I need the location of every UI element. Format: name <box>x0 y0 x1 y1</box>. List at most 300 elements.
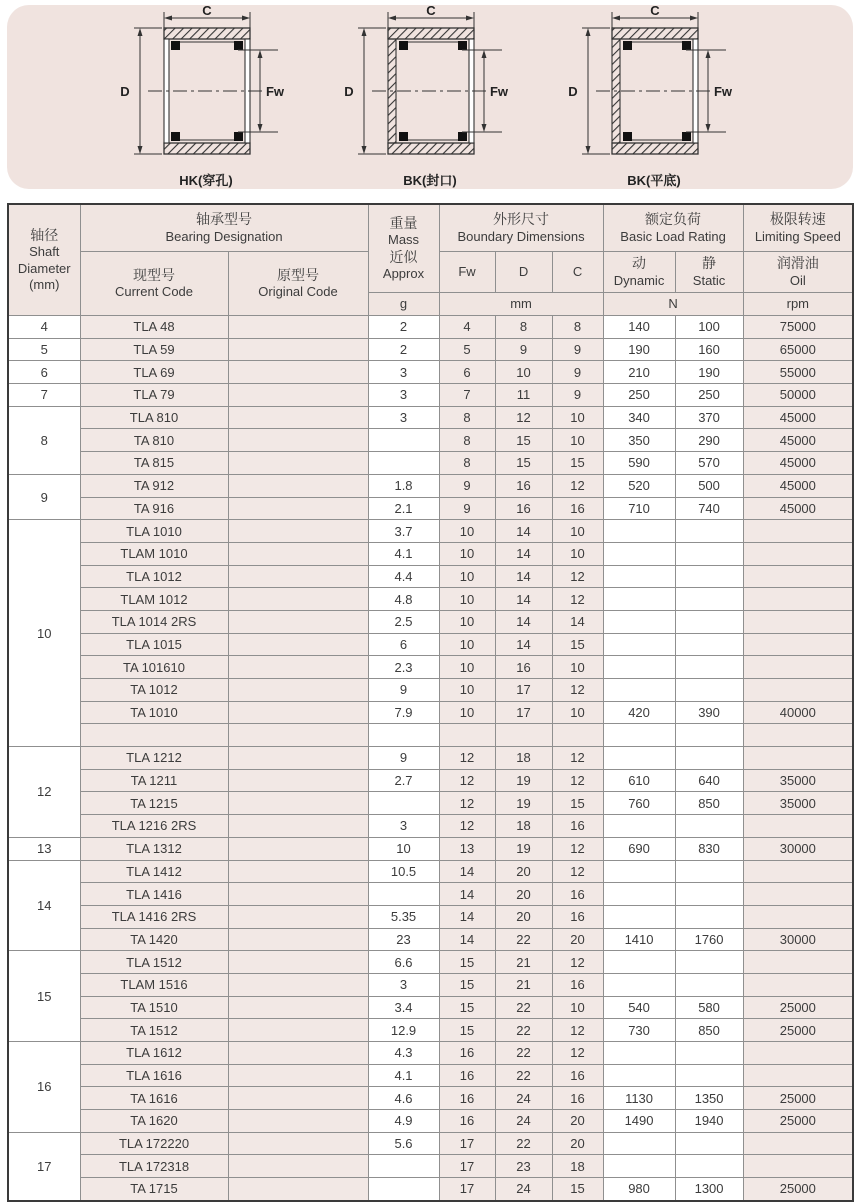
fw-cell: 13 <box>439 837 495 860</box>
c-cell: 20 <box>552 1110 603 1133</box>
dynamic-load-cell: 340 <box>603 406 675 429</box>
table-row <box>8 724 853 747</box>
mass-cell: 2.5 <box>368 610 439 633</box>
table-row <box>8 316 853 339</box>
original-code-cell <box>228 1042 368 1065</box>
current-code-cell: TA 1211 <box>80 769 228 792</box>
mass-cell <box>368 429 439 452</box>
shaft-diameter-cell: 7 <box>8 384 80 407</box>
dynamic-load-cell <box>603 656 675 679</box>
unit-speed-rpm: rpm <box>743 293 853 316</box>
current-code-cell: TLA 79 <box>80 384 228 407</box>
static-load-cell: 740 <box>675 497 743 520</box>
d-cell: 8 <box>495 316 552 339</box>
table-header <box>8 204 853 316</box>
table-row <box>8 565 853 588</box>
bearing-cross-section-bk-sealed-icon <box>344 2 516 172</box>
d-cell: 21 <box>495 951 552 974</box>
dynamic-load-cell <box>603 815 675 838</box>
mass-cell <box>368 1178 439 1201</box>
fw-cell: 10 <box>439 633 495 656</box>
table-row <box>8 1178 853 1201</box>
original-code-cell <box>228 474 368 497</box>
table-row <box>8 1019 853 1042</box>
mass-cell: 5.35 <box>368 905 439 928</box>
oil-speed-cell: 35000 <box>743 792 853 815</box>
d-cell: 15 <box>495 452 552 475</box>
c-cell: 9 <box>552 384 603 407</box>
static-load-cell <box>675 610 743 633</box>
mass-cell: 2 <box>368 316 439 339</box>
original-code-cell <box>228 1019 368 1042</box>
current-code-cell: TA 1512 <box>80 1019 228 1042</box>
current-code-cell: TA 815 <box>80 452 228 475</box>
shaft-diameter-cell: 14 <box>8 860 80 951</box>
current-code-cell: TA 1715 <box>80 1178 228 1201</box>
d-cell: 22 <box>495 928 552 951</box>
current-code-cell: TLA 69 <box>80 361 228 384</box>
header-shaft-diameter: 轴径 Shaft Diameter (mm) <box>8 204 80 316</box>
original-code-cell <box>228 520 368 543</box>
dynamic-load-cell: 590 <box>603 452 675 475</box>
table-row <box>8 384 853 407</box>
oil-speed-cell <box>743 747 853 770</box>
header-static: 静 Static <box>675 252 743 293</box>
original-code-cell <box>228 973 368 996</box>
d-cell: 22 <box>495 1132 552 1155</box>
bearing-spec-table <box>7 203 854 1202</box>
static-load-cell <box>675 860 743 883</box>
c-cell: 12 <box>552 565 603 588</box>
table-row <box>8 701 853 724</box>
mass-cell: 10 <box>368 837 439 860</box>
original-code-cell <box>228 588 368 611</box>
static-load-cell: 1300 <box>675 1178 743 1201</box>
d-cell: 16 <box>495 656 552 679</box>
shaft-diameter-cell: 12 <box>8 747 80 838</box>
mass-cell: 6.6 <box>368 951 439 974</box>
mass-cell: 9 <box>368 747 439 770</box>
dynamic-load-cell: 710 <box>603 497 675 520</box>
original-code-cell <box>228 452 368 475</box>
fw-cell: 10 <box>439 610 495 633</box>
bearing-diagram-hk <box>120 2 292 189</box>
current-code-cell <box>80 724 228 747</box>
dynamic-load-cell: 760 <box>603 792 675 815</box>
mass-cell: 1.8 <box>368 474 439 497</box>
oil-speed-cell: 30000 <box>743 928 853 951</box>
c-cell: 12 <box>552 474 603 497</box>
mass-cell: 23 <box>368 928 439 951</box>
static-load-cell: 830 <box>675 837 743 860</box>
mass-cell: 3 <box>368 361 439 384</box>
current-code-cell: TLA 1012 <box>80 565 228 588</box>
original-code-cell <box>228 679 368 702</box>
fw-cell: 8 <box>439 406 495 429</box>
table-row <box>8 452 853 475</box>
fw-cell: 15 <box>439 951 495 974</box>
table-row <box>8 815 853 838</box>
shaft-diameter-cell: 10 <box>8 520 80 747</box>
mass-cell: 9 <box>368 679 439 702</box>
oil-speed-cell: 30000 <box>743 837 853 860</box>
header-basic-load-rating: 额定负荷 Basic Load Rating <box>603 204 743 252</box>
oil-speed-cell: 50000 <box>743 384 853 407</box>
dynamic-load-cell: 610 <box>603 769 675 792</box>
d-cell: 10 <box>495 361 552 384</box>
mass-cell <box>368 724 439 747</box>
oil-speed-cell: 25000 <box>743 1087 853 1110</box>
original-code-cell <box>228 928 368 951</box>
original-code-cell <box>228 316 368 339</box>
fw-cell: 14 <box>439 883 495 906</box>
oil-speed-cell: 45000 <box>743 474 853 497</box>
table-row <box>8 883 853 906</box>
header-oil: 润滑油 Oil <box>743 252 853 293</box>
d-cell: 19 <box>495 769 552 792</box>
oil-speed-cell: 65000 <box>743 338 853 361</box>
original-code-cell <box>228 837 368 860</box>
c-cell: 16 <box>552 1064 603 1087</box>
original-code-cell <box>228 610 368 633</box>
oil-speed-cell: 25000 <box>743 1110 853 1133</box>
diagram-caption-bk-flat: BK(平底) <box>627 172 681 188</box>
d-cell: 21 <box>495 973 552 996</box>
fw-cell: 10 <box>439 588 495 611</box>
d-cell: 20 <box>495 905 552 928</box>
dim-d-label: D <box>120 83 130 99</box>
bearing-diagram-bk-sealed <box>344 2 516 189</box>
dynamic-load-cell: 420 <box>603 701 675 724</box>
d-cell: 17 <box>495 701 552 724</box>
dynamic-load-cell: 350 <box>603 429 675 452</box>
c-cell: 10 <box>552 996 603 1019</box>
dynamic-load-cell <box>603 1064 675 1087</box>
table-row <box>8 1064 853 1087</box>
c-cell: 12 <box>552 679 603 702</box>
dynamic-load-cell <box>603 1132 675 1155</box>
shaft-diameter-cell: 15 <box>8 951 80 1042</box>
d-cell: 18 <box>495 747 552 770</box>
dynamic-load-cell <box>603 1042 675 1065</box>
mass-cell: 7.9 <box>368 701 439 724</box>
d-cell: 17 <box>495 679 552 702</box>
header-limiting-speed: 极限转速 Limiting Speed <box>743 204 853 252</box>
original-code-cell <box>228 1087 368 1110</box>
fw-cell <box>439 724 495 747</box>
current-code-cell: TLAM 1516 <box>80 973 228 996</box>
c-cell: 10 <box>552 656 603 679</box>
dynamic-load-cell: 140 <box>603 316 675 339</box>
c-cell: 10 <box>552 701 603 724</box>
original-code-cell <box>228 883 368 906</box>
c-cell: 12 <box>552 747 603 770</box>
dim-c-label: C <box>426 2 436 18</box>
original-code-cell <box>228 565 368 588</box>
mass-cell: 4.6 <box>368 1087 439 1110</box>
dynamic-load-cell <box>603 883 675 906</box>
current-code-cell: TA 1616 <box>80 1087 228 1110</box>
current-code-cell: TLA 1412 <box>80 860 228 883</box>
header-d: D <box>495 252 552 293</box>
d-cell: 14 <box>495 565 552 588</box>
current-code-cell: TLA 1616 <box>80 1064 228 1087</box>
c-cell: 16 <box>552 883 603 906</box>
fw-cell: 14 <box>439 905 495 928</box>
oil-speed-cell <box>743 951 853 974</box>
static-load-cell <box>675 656 743 679</box>
fw-cell: 4 <box>439 316 495 339</box>
dim-fw-label: Fw <box>489 83 509 99</box>
d-cell: 14 <box>495 520 552 543</box>
fw-cell: 7 <box>439 384 495 407</box>
shaft-diameter-cell: 6 <box>8 361 80 384</box>
dynamic-load-cell <box>603 679 675 702</box>
static-load-cell: 1760 <box>675 928 743 951</box>
c-cell: 12 <box>552 769 603 792</box>
table-row <box>8 610 853 633</box>
mass-cell: 3 <box>368 406 439 429</box>
c-cell: 18 <box>552 1155 603 1178</box>
static-load-cell <box>675 905 743 928</box>
d-cell <box>495 724 552 747</box>
current-code-cell: TLA 172220 <box>80 1132 228 1155</box>
fw-cell: 14 <box>439 928 495 951</box>
static-load-cell: 1350 <box>675 1087 743 1110</box>
table-row <box>8 837 853 860</box>
static-load-cell: 290 <box>675 429 743 452</box>
c-cell: 15 <box>552 792 603 815</box>
table-row <box>8 429 853 452</box>
table-row <box>8 520 853 543</box>
d-cell: 11 <box>495 384 552 407</box>
static-load-cell: 570 <box>675 452 743 475</box>
c-cell: 12 <box>552 837 603 860</box>
c-cell: 12 <box>552 951 603 974</box>
static-load-cell: 500 <box>675 474 743 497</box>
current-code-cell: TLAM 1010 <box>80 542 228 565</box>
fw-cell: 14 <box>439 860 495 883</box>
fw-cell: 12 <box>439 747 495 770</box>
dynamic-load-cell: 1410 <box>603 928 675 951</box>
original-code-cell <box>228 1064 368 1087</box>
dynamic-load-cell: 540 <box>603 996 675 1019</box>
static-load-cell: 370 <box>675 406 743 429</box>
current-code-cell: TA 101610 <box>80 656 228 679</box>
table-row <box>8 1132 853 1155</box>
d-cell: 12 <box>495 406 552 429</box>
current-code-cell: TLA 48 <box>80 316 228 339</box>
dynamic-load-cell <box>603 905 675 928</box>
table-row <box>8 1087 853 1110</box>
current-code-cell: TA 1510 <box>80 996 228 1019</box>
dynamic-load-cell <box>603 1155 675 1178</box>
mass-cell: 3.4 <box>368 996 439 1019</box>
current-code-cell: TA 810 <box>80 429 228 452</box>
d-cell: 24 <box>495 1087 552 1110</box>
fw-cell: 12 <box>439 792 495 815</box>
c-cell: 15 <box>552 633 603 656</box>
c-cell: 20 <box>552 1132 603 1155</box>
current-code-cell: TA 1012 <box>80 679 228 702</box>
static-load-cell <box>675 520 743 543</box>
dim-d-label: D <box>568 83 578 99</box>
header-dynamic: 动 Dynamic <box>603 252 675 293</box>
dynamic-load-cell <box>603 860 675 883</box>
static-load-cell: 190 <box>675 361 743 384</box>
static-load-cell: 580 <box>675 996 743 1019</box>
static-load-cell: 100 <box>675 316 743 339</box>
fw-cell: 10 <box>439 679 495 702</box>
dynamic-load-cell <box>603 565 675 588</box>
mass-cell <box>368 1155 439 1178</box>
bearing-diagram-bk-flat <box>568 2 740 189</box>
c-cell: 16 <box>552 497 603 520</box>
oil-speed-cell: 45000 <box>743 497 853 520</box>
table-row <box>8 1110 853 1133</box>
current-code-cell: TLA 1612 <box>80 1042 228 1065</box>
original-code-cell <box>228 792 368 815</box>
header-original-code: 原型号 Original Code <box>228 252 368 316</box>
table-body <box>8 316 853 1201</box>
table-row <box>8 905 853 928</box>
current-code-cell: TLA 1416 <box>80 883 228 906</box>
mass-cell: 6 <box>368 633 439 656</box>
static-load-cell: 390 <box>675 701 743 724</box>
original-code-cell <box>228 815 368 838</box>
d-cell: 19 <box>495 837 552 860</box>
dynamic-load-cell <box>603 520 675 543</box>
c-cell: 12 <box>552 588 603 611</box>
mass-cell: 3.7 <box>368 520 439 543</box>
table-row <box>8 633 853 656</box>
fw-cell: 15 <box>439 996 495 1019</box>
diagram-caption-hk: HK(穿孔) <box>179 172 233 188</box>
original-code-cell <box>228 996 368 1019</box>
static-load-cell <box>675 542 743 565</box>
original-code-cell <box>228 1132 368 1155</box>
static-load-cell: 850 <box>675 1019 743 1042</box>
c-cell: 15 <box>552 1178 603 1201</box>
table-row <box>8 973 853 996</box>
current-code-cell: TA 1420 <box>80 928 228 951</box>
original-code-cell <box>228 1110 368 1133</box>
dim-c-label: C <box>202 2 212 18</box>
dynamic-load-cell: 1490 <box>603 1110 675 1133</box>
table-row <box>8 860 853 883</box>
static-load-cell <box>675 747 743 770</box>
header-c: C <box>552 252 603 293</box>
mass-cell: 12.9 <box>368 1019 439 1042</box>
d-cell: 18 <box>495 815 552 838</box>
dynamic-load-cell <box>603 610 675 633</box>
d-cell: 14 <box>495 610 552 633</box>
diagram-caption-bk-sealed: BK(封口) <box>403 172 457 188</box>
dynamic-load-cell: 210 <box>603 361 675 384</box>
bearing-cross-section-hk-icon <box>120 2 292 172</box>
fw-cell: 10 <box>439 542 495 565</box>
current-code-cell: TLA 1312 <box>80 837 228 860</box>
oil-speed-cell: 45000 <box>743 406 853 429</box>
original-code-cell <box>228 905 368 928</box>
unit-dimensions-mm: mm <box>439 293 603 316</box>
dynamic-load-cell: 190 <box>603 338 675 361</box>
current-code-cell: TLA 1014 2RS <box>80 610 228 633</box>
current-code-cell: TA 916 <box>80 497 228 520</box>
c-cell: 16 <box>552 1087 603 1110</box>
original-code-cell <box>228 951 368 974</box>
c-cell: 16 <box>552 973 603 996</box>
original-code-cell <box>228 1178 368 1201</box>
oil-speed-cell: 25000 <box>743 1178 853 1201</box>
c-cell: 10 <box>552 542 603 565</box>
header-mass-approx: 重量 Mass 近似 Approx <box>368 204 439 293</box>
current-code-cell: TA 1010 <box>80 701 228 724</box>
shaft-diameter-cell: 16 <box>8 1042 80 1133</box>
original-code-cell <box>228 384 368 407</box>
fw-cell: 12 <box>439 769 495 792</box>
d-cell: 20 <box>495 883 552 906</box>
d-cell: 14 <box>495 633 552 656</box>
table-row <box>8 497 853 520</box>
oil-speed-cell <box>743 588 853 611</box>
current-code-cell: TA 912 <box>80 474 228 497</box>
static-load-cell <box>675 1132 743 1155</box>
table-row <box>8 361 853 384</box>
original-code-cell <box>228 338 368 361</box>
mass-cell: 4.3 <box>368 1042 439 1065</box>
oil-speed-cell <box>743 973 853 996</box>
current-code-cell: TLA 1216 2RS <box>80 815 228 838</box>
d-cell: 9 <box>495 338 552 361</box>
c-cell: 14 <box>552 610 603 633</box>
oil-speed-cell <box>743 860 853 883</box>
fw-cell: 16 <box>439 1110 495 1133</box>
d-cell: 15 <box>495 429 552 452</box>
oil-speed-cell <box>743 1042 853 1065</box>
table-row <box>8 1155 853 1178</box>
c-cell: 10 <box>552 520 603 543</box>
unit-mass-g: g <box>368 293 439 316</box>
table-row <box>8 792 853 815</box>
dynamic-load-cell <box>603 542 675 565</box>
fw-cell: 9 <box>439 497 495 520</box>
fw-cell: 17 <box>439 1178 495 1201</box>
static-load-cell <box>675 815 743 838</box>
mass-cell: 3 <box>368 973 439 996</box>
table-row <box>8 928 853 951</box>
oil-speed-cell: 75000 <box>743 316 853 339</box>
table-row <box>8 951 853 974</box>
mass-cell: 4.1 <box>368 542 439 565</box>
shaft-diameter-cell: 4 <box>8 316 80 339</box>
oil-speed-cell <box>743 815 853 838</box>
original-code-cell <box>228 497 368 520</box>
table-row <box>8 656 853 679</box>
original-code-cell <box>228 406 368 429</box>
c-cell: 16 <box>552 815 603 838</box>
current-code-cell: TLA 810 <box>80 406 228 429</box>
mass-cell: 4.8 <box>368 588 439 611</box>
static-load-cell: 250 <box>675 384 743 407</box>
oil-speed-cell: 45000 <box>743 452 853 475</box>
original-code-cell <box>228 701 368 724</box>
d-cell: 19 <box>495 792 552 815</box>
static-load-cell <box>675 565 743 588</box>
fw-cell: 8 <box>439 452 495 475</box>
current-code-cell: TLA 1212 <box>80 747 228 770</box>
mass-cell: 4.4 <box>368 565 439 588</box>
